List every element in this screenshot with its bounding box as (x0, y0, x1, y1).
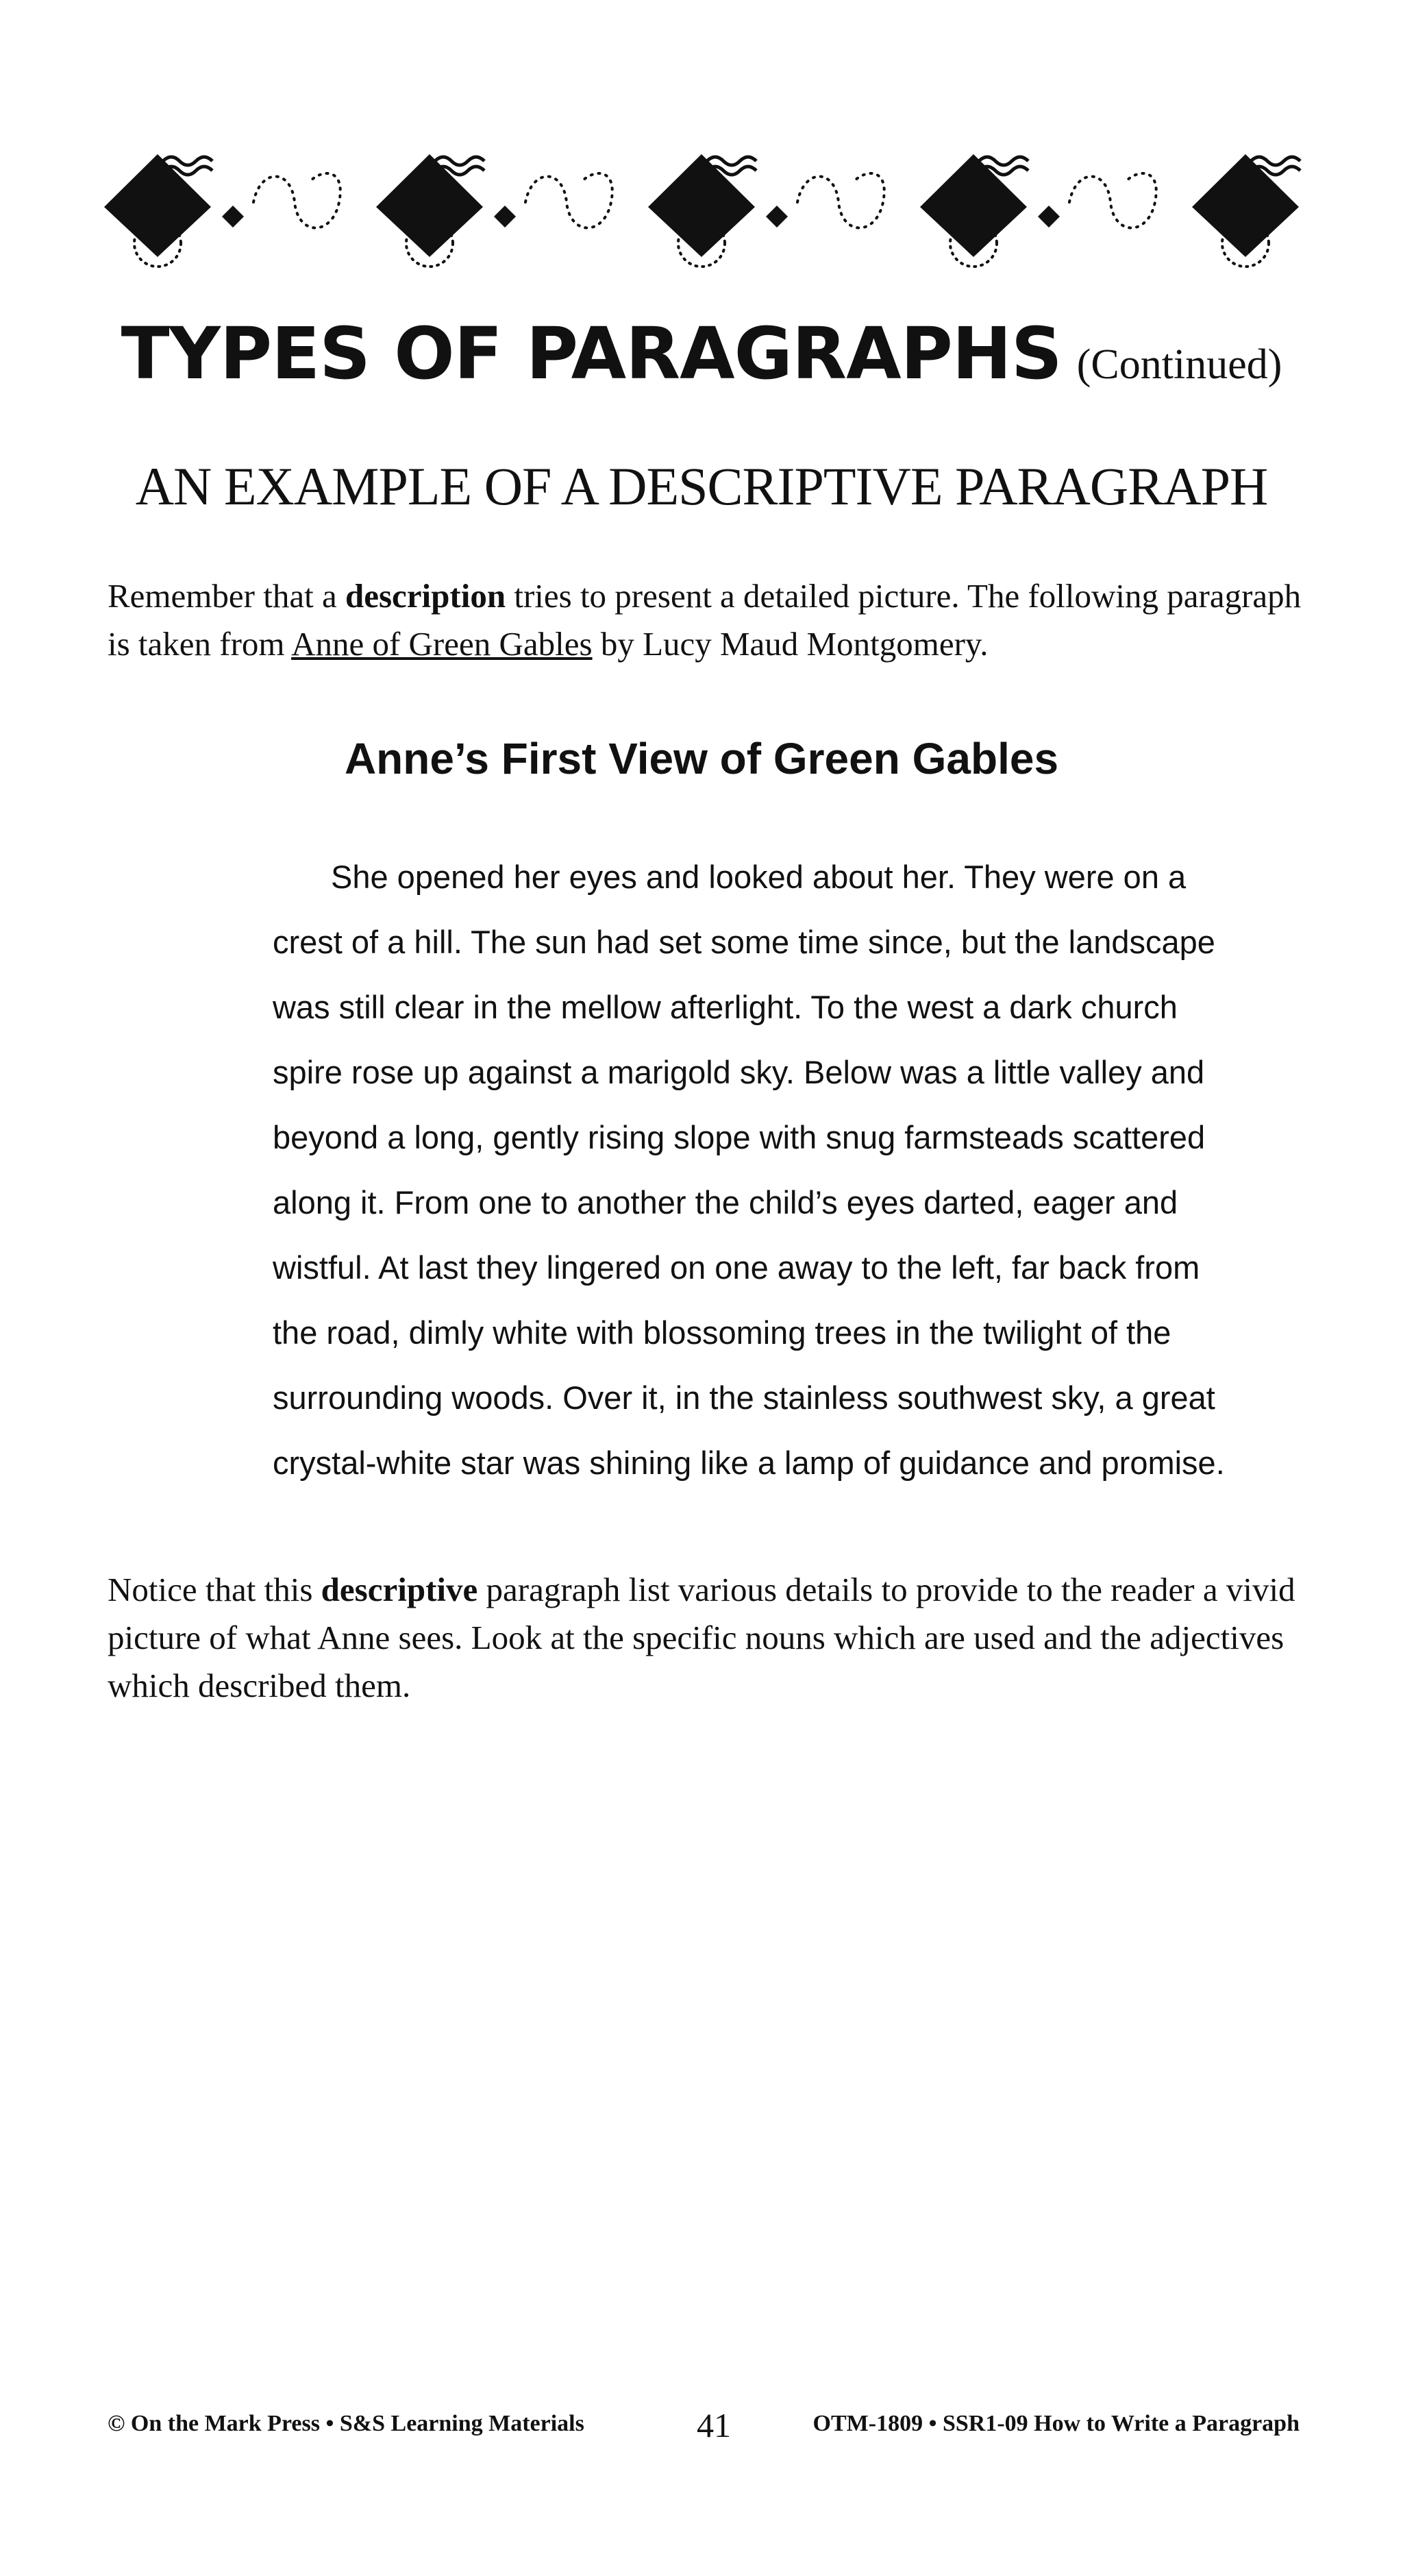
intro-text-3: by Lucy Maud Montgomery. (592, 625, 989, 663)
footer-product-code: OTM-1809 • SSR1-09 How to Write a Paragraph (812, 2411, 1300, 2436)
excerpt-line: spire rose up against a marigold sky. Below was a little valley and (273, 1054, 1205, 1090)
excerpt-line: beyond a long, gently rising slope with snug farmsteads scattered (273, 1119, 1206, 1155)
dotted-swirl-icon (494, 173, 612, 228)
page-footer (108, 2405, 1300, 2446)
conclusion-keyword: descriptive (321, 1571, 478, 1608)
graduation-cap-icon (1192, 154, 1300, 267)
conclusion-text-1: Notice that this (108, 1571, 321, 1608)
graduation-cap-icon (648, 154, 756, 267)
excerpt-line: She opened her eyes and looked about her. They were on a (331, 859, 1187, 895)
graduation-cap-border (103, 140, 1308, 284)
dotted-swirl-icon (1038, 173, 1156, 228)
intro-paragraph (108, 572, 1327, 668)
intro-keyword: description (345, 577, 506, 615)
excerpt-title: Anne’s First View of Green Gables (344, 734, 1059, 783)
decorative-border (103, 140, 1308, 284)
footer-publisher: © On the Mark Press • S&S Learning Materials (108, 2411, 584, 2436)
excerpt-line: crystal-white star was shining like a lamp of guidance and promise. (273, 1445, 1225, 1481)
excerpt-line: along it. From one to another the child’s eyes darted, eager and (273, 1184, 1178, 1220)
excerpt-line: crest of a hill. The sun had set some time since, but the landscape (273, 924, 1215, 960)
dotted-swirl-icon (766, 173, 884, 228)
intro-text-1: Remember that a (108, 577, 345, 615)
excerpt-line: surrounding woods. Over it, in the stainless southwest sky, a great (273, 1379, 1215, 1416)
conclusion-text-2: paragraph list various details to provide to the reader a vivid picture of what Anne sees. Look at the specific nouns which are used and the adjectives which described them. (108, 1571, 1295, 1704)
graduation-cap-icon (920, 154, 1028, 267)
title-continued: (Continued) (1076, 341, 1282, 388)
excerpt-block (273, 853, 1225, 1504)
graduation-cap-icon (104, 154, 212, 267)
intro-text-2: tries to present a detailed picture. The following paragraph is taken from (108, 577, 1302, 663)
conclusion-paragraph (108, 1566, 1327, 1710)
graduation-cap-icon (376, 154, 484, 267)
title-main: TYPES OF PARAGRAPHS (121, 312, 1062, 395)
excerpt-line: wistful. At last they lingered on one away to the left, far back from (273, 1249, 1200, 1286)
page-title (0, 312, 1403, 395)
dotted-swirl-icon (222, 173, 340, 228)
excerpt-line: was still clear in the mellow afterlight. To the west a dark church (273, 989, 1178, 1025)
excerpt-line: the road, dimly white with blossoming trees in the twilight of the (273, 1314, 1171, 1351)
page-number: 41 (697, 2406, 731, 2444)
section-subtitle: AN EXAMPLE OF A DESCRIPTIVE PARAGRAPH (135, 456, 1268, 516)
book-title: Anne of Green Gables (291, 625, 593, 663)
